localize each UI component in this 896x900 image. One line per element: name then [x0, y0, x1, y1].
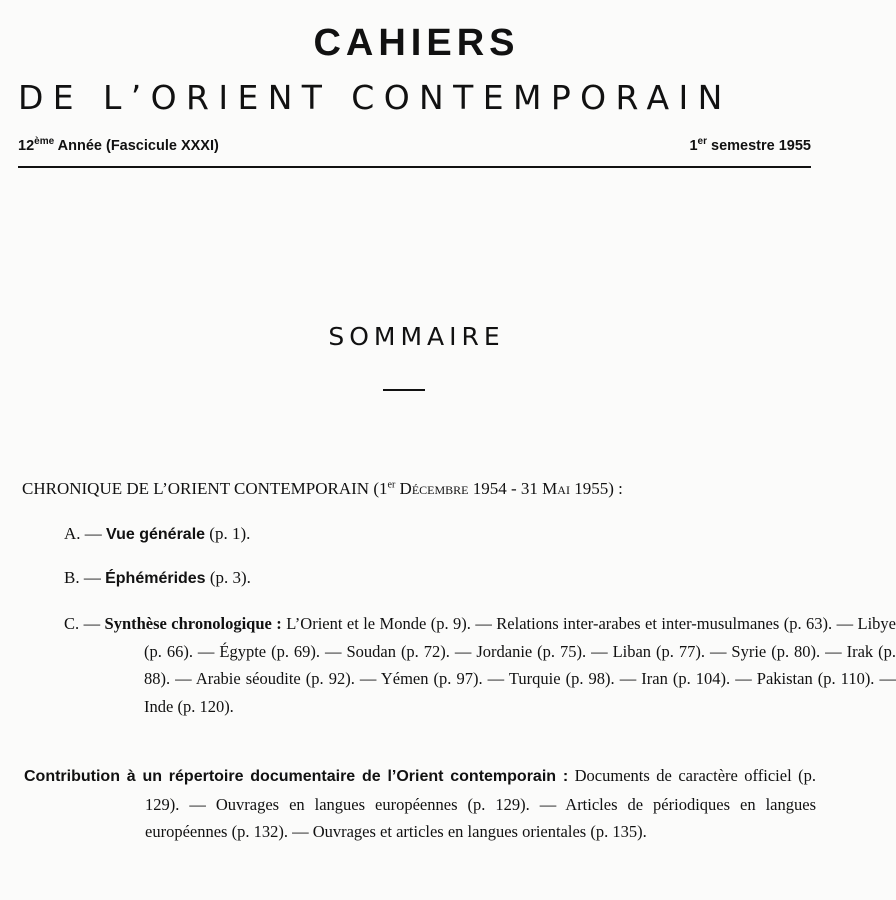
journal-title: CAHIERS [313, 22, 520, 64]
header-rule [18, 166, 811, 168]
toc-contribution: Contribution à un répertoire documentaire de l’Orient contemporain : Documents de caractère officiel (p. 129). — Ouvrages en langues européennes (p. 129). — Articles de périodiques en langues européennes (p. 132). — Ouvrages et articles en langues orientales (p. 135). [24, 766, 816, 841]
toc-item-b: B. — Éphémérides (p. 3). [64, 568, 251, 587]
title-rule [383, 389, 425, 391]
page-title: SOMMAIRE [328, 322, 505, 351]
chronique-heading: CHRONIQUE DE L’ORIENT CONTEMPORAIN (1er Décembre 1954 - 31 Mai 1955) : [22, 479, 623, 498]
toc-item-a: A. — Vue générale (p. 1). [64, 524, 251, 543]
journal-subtitle: DE L’ORIENT CONTEMPORAIN [18, 78, 732, 117]
issue-meta [18, 136, 811, 154]
issue-year: 12ème Année (Fascicule XXXI) [18, 136, 219, 154]
toc-item-c: C. — Synthèse chronologique : L’Orient et le Monde (p. 9). — Relations inter-arabes et inter-musulmanes (p. 63). — Libye (p. 66). — Égypte (p. 69). — Soudan (p. 72). — Jordanie (p. 75). — Liban (p. 77). — Syrie (p. 80). — Irak (p. 88). — Arabie séoudite (p. 92). — Yémen (p. 97). — Turquie (p. 98). — Iran (p. 104). — Pakistan (p. 110). — Inde (p. 120). [64, 614, 896, 716]
issue-semester: 1er semestre 1955 [689, 136, 811, 154]
